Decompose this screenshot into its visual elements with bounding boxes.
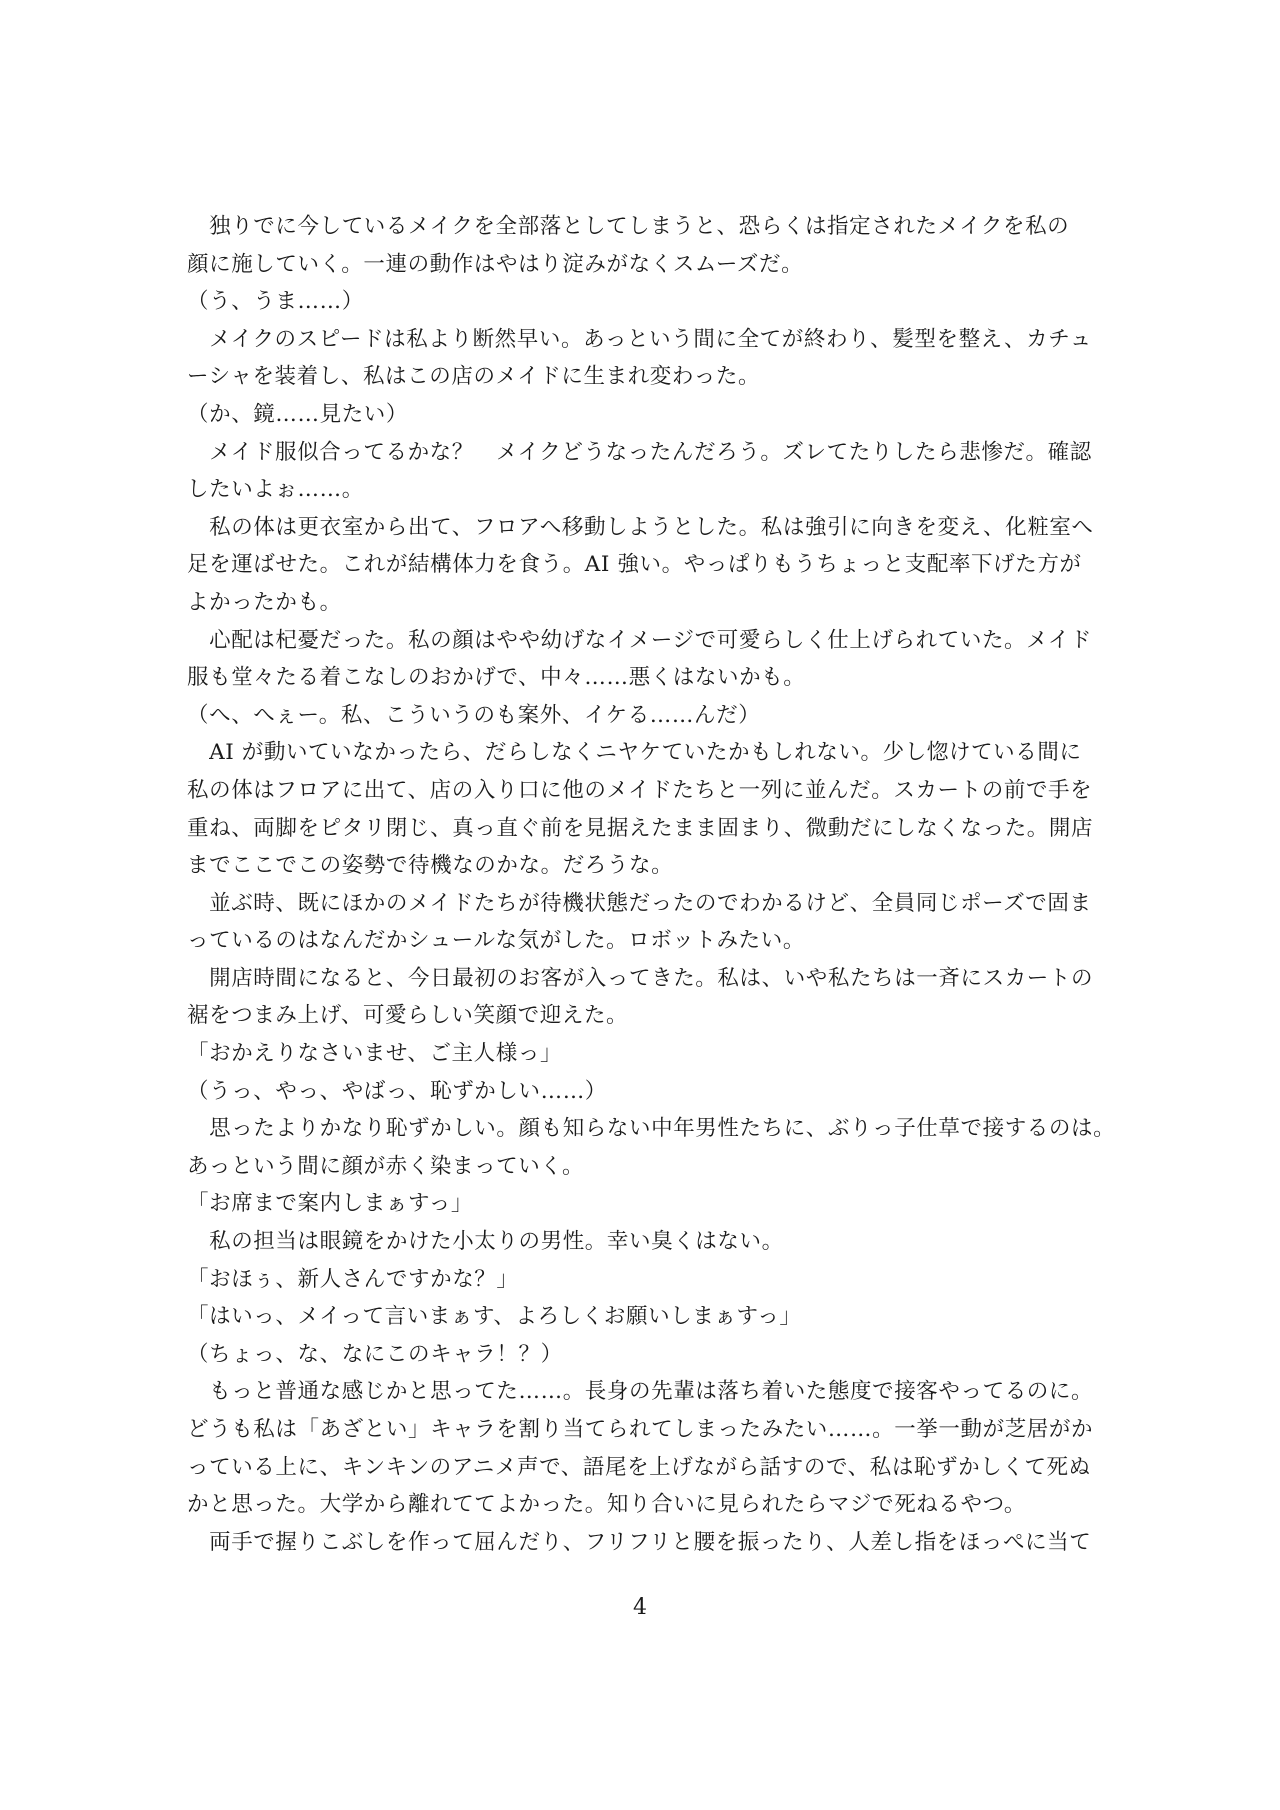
text-line: 心配は杞憂だった。私の顔はやや幼げなイメージで可愛らしく仕上げられていた。メイド xyxy=(187,627,1093,653)
text-line: AI が動いていなかったら、だらしなくニヤケていたかもしれない。少し惚けている間に xyxy=(187,740,1082,766)
text-line: っているのはなんだかシュールな気がした。ロボットみたい。 xyxy=(187,928,805,954)
text-line: 裾をつまみ上げ、可愛らしい笑顔で迎えた。 xyxy=(187,1003,629,1029)
text-line: 開店時間になると、今日最初のお客が入ってきた。私は、いや私たちは一斉にスカートの xyxy=(187,965,1094,991)
text-line: 重ね、両脚をピタリ閉じ、真っ直ぐ前を見据えたまま固まり、微動だにしなくなった。開店 xyxy=(187,815,1094,841)
text-line: 「はいっ、メイって言いまぁす、よろしくお願いしまぁすっ」 xyxy=(187,1304,802,1330)
text-line: 思ったよりかなり恥ずかしい。顔も知らない中年男性たちに、ぶりっ子仕草で接するのは。 xyxy=(187,1116,1116,1142)
text-line: 服も堂々たる着こなしのおかげで、中々……悪くはないかも。 xyxy=(187,665,806,691)
text-line: メイクのスピードは私より断然早い。あっという間に全てが終わり、髪型を整え、カチュ xyxy=(187,326,1092,352)
text-line: （ちょっ、な、なにこのキャラ！？） xyxy=(187,1341,563,1367)
text-line: あっという間に顔が赤く染まっていく。 xyxy=(187,1153,585,1179)
text-line: 顔に施していく。一連の動作はやはり淀みがなくスムーズだ。 xyxy=(187,251,804,277)
text-line: よかったかも。 xyxy=(187,589,342,615)
text-line: （うっ、やっ、やばっ、恥ずかしい……） xyxy=(187,1078,607,1104)
text-line: 「おかえりなさいませ、ご主人様っ」 xyxy=(187,1041,563,1067)
text-line: 「お席まで案内しまぁすっ」 xyxy=(187,1191,474,1217)
text-line: 私の担当は眼鏡をかけた小太りの男性。幸い臭くはない。 xyxy=(187,1229,784,1255)
page-number: 4 xyxy=(633,1595,647,1620)
text-line: ーシャを装着し、私はこの店のメイドに生まれ変わった。 xyxy=(187,364,761,390)
text-line: までここでこの姿勢で待機なのかな。だろうな。 xyxy=(187,853,674,879)
document-body xyxy=(187,208,1117,1561)
text-line: 並ぶ時、既にほかのメイドたちが待機状態だったのでわかるけど、全員同じポーズで固ま xyxy=(187,890,1092,916)
text-line: っている上に、キンキンのアニメ声で、語尾を上げながら話すので、私は恥ずかしくて死ぬ xyxy=(187,1454,1091,1480)
text-line: （う、うま……） xyxy=(187,289,364,315)
text-line: 足を運ばせた。これが結構体力を食う。AI 強い。やっぱりもうちょっと支配率下げた方が xyxy=(187,552,1082,578)
text-line: 独りでに今しているメイクを全部落としてしまうと、恐らくは指定されたメイクを私の xyxy=(187,214,1070,239)
text-line: かと思った。大学から離れててよかった。知り合いに見られたらマジで死ねるやつ。 xyxy=(187,1492,1026,1518)
text-line: 私の体はフロアに出て、店の入り口に他のメイドたちと一列に並んだ。スカートの前で手を xyxy=(187,777,1093,803)
text-line: 私の体は更衣室から出て、フロアへ移動しようとした。私は強引に向きを変え、化粧室へ xyxy=(187,514,1094,540)
text-line: もっと普通な感じかと思ってた……。長身の先輩は落ち着いた態度で接客やってるのに。 xyxy=(187,1379,1094,1405)
text-line: 両手で握りこぶしを作って屈んだり、フリフリと腰を振ったり、人差し指をほっぺに当て xyxy=(187,1529,1092,1555)
text-line: したいよぉ……。 xyxy=(187,477,364,503)
text-line: メイド服似合ってるかな？ メイクどうなったんだろう。ズレてたりしたら悲惨だ。確認 xyxy=(187,439,1092,465)
text-line: 「おほぅ、新人さんですかな？」 xyxy=(187,1266,519,1292)
text-line: （か、鏡……見たい） xyxy=(187,401,409,427)
text-line: （へ、へぇー。私、こういうのも案外、イケる……んだ） xyxy=(187,702,761,728)
text-line: どうも私は「あざとい」キャラを割り当てられてしまったみたい……。一挙一動が芝居がか xyxy=(187,1417,1094,1442)
